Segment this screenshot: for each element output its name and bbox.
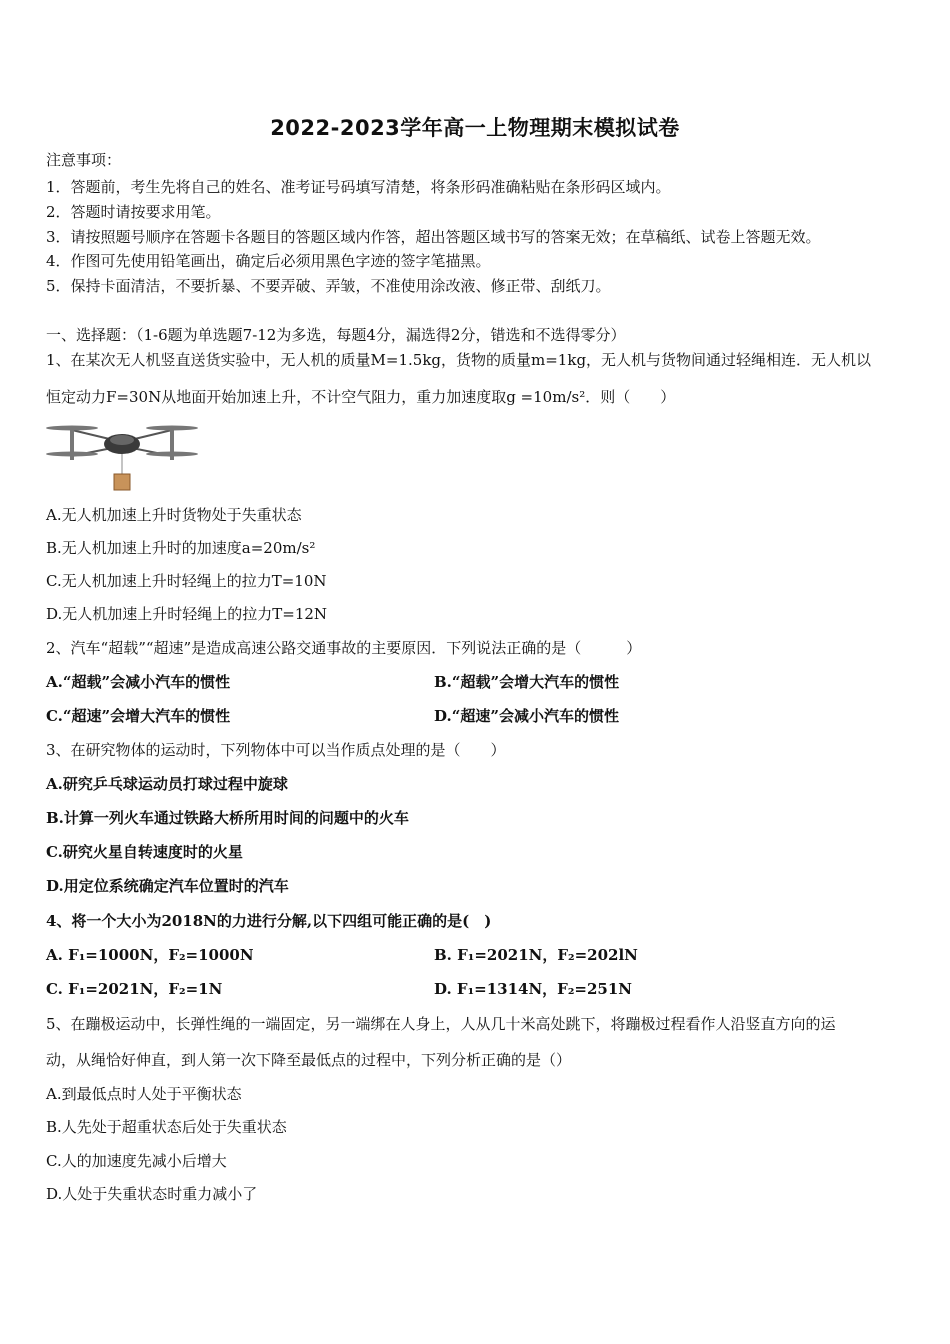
question-2-option-d: D.“超速”会减小汽车的惯性	[434, 707, 619, 725]
question-3-option-b: B.计算一列火车通过铁路大桥所用时间的问题中的火车	[46, 809, 409, 827]
question-3-stem: 3、在研究物体的运动时，下列物体中可以当作质点处理的是（ ）	[46, 741, 506, 759]
question-5-option-b: B.人先处于超重状态后处于失重状态	[46, 1118, 287, 1136]
question-1-stem-cont: 恒定动力F=30N从地面开始加速上升，不计空气阻力，重力加速度取g =10m/s²．则（ ）	[46, 388, 676, 406]
page-title: 2022-2023学年高一上物理期末模拟试卷	[270, 116, 680, 140]
question-4-option-c: C. F₁=2021N，F₂=1N	[46, 980, 223, 998]
question-3-option-a: A.研究乒乓球运动员打球过程中旋球	[46, 775, 288, 793]
question-5-option-d: D.人处于失重状态时重力减小了	[46, 1185, 258, 1203]
question-3-option-d: D.用定位系统确定汽车位置时的汽车	[46, 877, 289, 895]
question-4-option-a: A. F₁=1000N，F₂=1000N	[46, 946, 254, 964]
question-2-option-c: C.“超速”会增大汽车的惯性	[46, 707, 231, 725]
question-3-option-c: C.研究火星自转速度时的火星	[46, 843, 243, 861]
question-5-option-a: A.到最低点时人处于平衡状态	[46, 1085, 242, 1103]
question-2-option-a: A.“超载”会减小汽车的惯性	[46, 673, 231, 691]
question-5-stem: 5、在蹦极运动中，长弹性绳的一端固定，另一端绑在人身上，人从几十米高处跳下，将蹦极过程看作人沿竖直方向的运	[46, 1015, 836, 1033]
question-2-option-b: B.“超载”会增大汽车的惯性	[434, 673, 620, 691]
question-4-option-d: D. F₁=1314N，F₂=251N	[434, 980, 632, 998]
notice-item: 2．答题时请按要求用笔。	[46, 203, 221, 221]
question-1-option-d: D.无人机加速上升时轻绳上的拉力T=12N	[46, 605, 328, 623]
question-1-option-c: C.无人机加速上升时轻绳上的拉力T=10N	[46, 572, 327, 590]
question-4-option-b: B. F₁=2021N，F₂=202lN	[434, 946, 638, 964]
section-heading: 一、选择题：（1-6题为单选题7-12为多选，每题4分，漏选得2分，错选和不选得零分）	[46, 326, 626, 344]
question-1-option-a: A.无人机加速上升时货物处于失重状态	[46, 506, 302, 524]
notice-item: 1．答题前，考生先将自己的姓名、准考证号码填写清楚，将条形码准确粘贴在条形码区域内。	[46, 178, 671, 196]
question-2-stem: 2、汽车“超载”“超速”是造成高速公路交通事故的主要原因．下列说法正确的是（ ）	[46, 639, 642, 657]
notice-item: 5．保持卡面清洁，不要折暴、不要弄破、弄皱，不准使用涂改液、修正带、刮纸刀。	[46, 277, 611, 295]
question-1-stem: 1、在某次无人机竖直送货实验中，无人机的质量M=1.5kg，货物的质量m=1kg，无人机与货物间通过轻绳相连．无人机以	[46, 351, 872, 369]
drone-with-package-image	[44, 420, 200, 496]
notice-item: 4．作图可先使用铅笔画出，确定后必须用黑色字迹的签字笔描黑。	[46, 252, 491, 270]
notice-item: 3．请按照题号顺序在答题卡各题目的答题区域内作答，超出答题区域书写的答案无效；在草稿纸、试卷上答题无效。	[46, 228, 821, 246]
question-1-option-b: B.无人机加速上升时的加速度a=20m/s²	[46, 539, 316, 557]
question-5-stem-cont: 动，从绳恰好伸直，到人第一次下降至最低点的过程中，下列分析正确的是（）	[46, 1051, 572, 1069]
question-4-stem: 4、将一个大小为2018N的力进行分解,以下四组可能正确的是( )	[46, 912, 492, 930]
notice-heading: 注意事项：	[46, 151, 122, 169]
question-5-option-c: C.人的加速度先减小后增大	[46, 1152, 227, 1170]
